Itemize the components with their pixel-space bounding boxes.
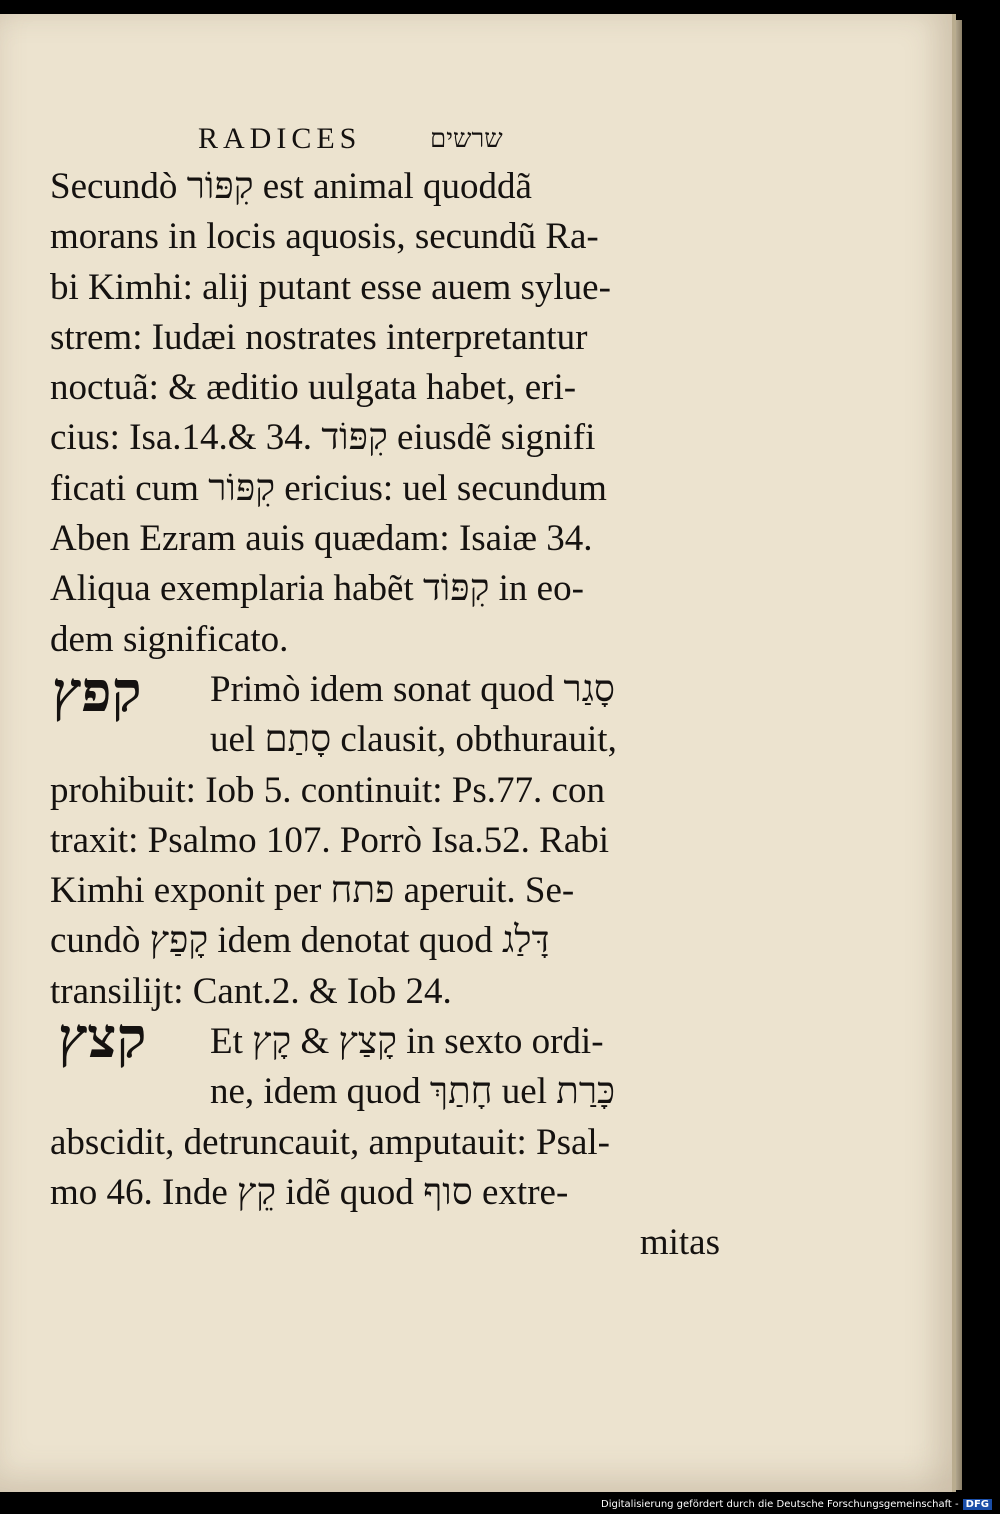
header-hebrew: שרשים bbox=[430, 124, 503, 153]
text-line: ficati cum קִפּוֹר ericius: uel secundum bbox=[50, 467, 607, 509]
body-text bbox=[50, 162, 720, 1269]
digitization-credit bbox=[601, 1499, 992, 1510]
text-line: prohibuit: Iob 5. continuit: Ps.77. con bbox=[50, 769, 605, 811]
header-title: RADICES bbox=[198, 122, 362, 155]
initial-letter-kaphats: קפץ bbox=[52, 659, 142, 725]
text-line: cius: Isa.14.& 34. קִפּוֹד eiusdẽ signifi bbox=[50, 417, 596, 459]
text-line: Aben Ezram auis quædam: Isaiæ 34. bbox=[50, 518, 593, 560]
credit-text: Digitalisierung gefördert durch die Deutsche Forschungsgemeinschaft - bbox=[601, 1499, 959, 1510]
text-line: noctuã: & æditio uulgata habet, eri- bbox=[50, 367, 577, 409]
text-line: Et קָצַץ & קָץ in sexto ordi- bbox=[210, 1021, 604, 1063]
text-line: Kimhi exponit per פתח aperuit. Se- bbox=[50, 870, 575, 912]
text-line: uel סָתַם clausit, obthurauit, bbox=[210, 719, 617, 761]
text-line: transilĳt: Cant.2. & Iob 24. bbox=[50, 970, 452, 1012]
initial-letter-katsats: קצץ bbox=[58, 1005, 147, 1071]
text-line: strem: Iudæi nostrates interpretantur bbox=[50, 316, 588, 358]
text-line: Aliqua exemplaria habẽt קִפּוֹד in eo- bbox=[50, 568, 584, 610]
text-line: ne, idem quod חָתַךְ uel כָּרַת bbox=[210, 1071, 616, 1113]
running-header bbox=[198, 122, 538, 156]
text-line: traxit: Psalmo 107. Porrò Isa.52. Rabi bbox=[50, 819, 610, 861]
catchword: mitas bbox=[639, 1222, 720, 1264]
text-line: dem significato. bbox=[50, 618, 289, 660]
text-line: morans in locis aquosis, secundũ Ra- bbox=[50, 216, 599, 258]
text-line: cundò קָפַץ idem denotat quod דָּלַג bbox=[50, 920, 550, 962]
text-line: Secundò קִפּוֹר est animal quoddã bbox=[50, 166, 532, 207]
text-line: Primò idem sonat quod סָגַר bbox=[210, 668, 615, 710]
text-line: bi Kimhi: alĳ putant esse auem sylue- bbox=[50, 266, 611, 308]
text-line: abscidit, detruncauit, amputauit: Psal- bbox=[50, 1121, 611, 1163]
text-line: mo 46. Inde קֵץ idẽ quod סוף extre- bbox=[50, 1171, 569, 1213]
dfg-logo: DFG bbox=[963, 1499, 992, 1510]
